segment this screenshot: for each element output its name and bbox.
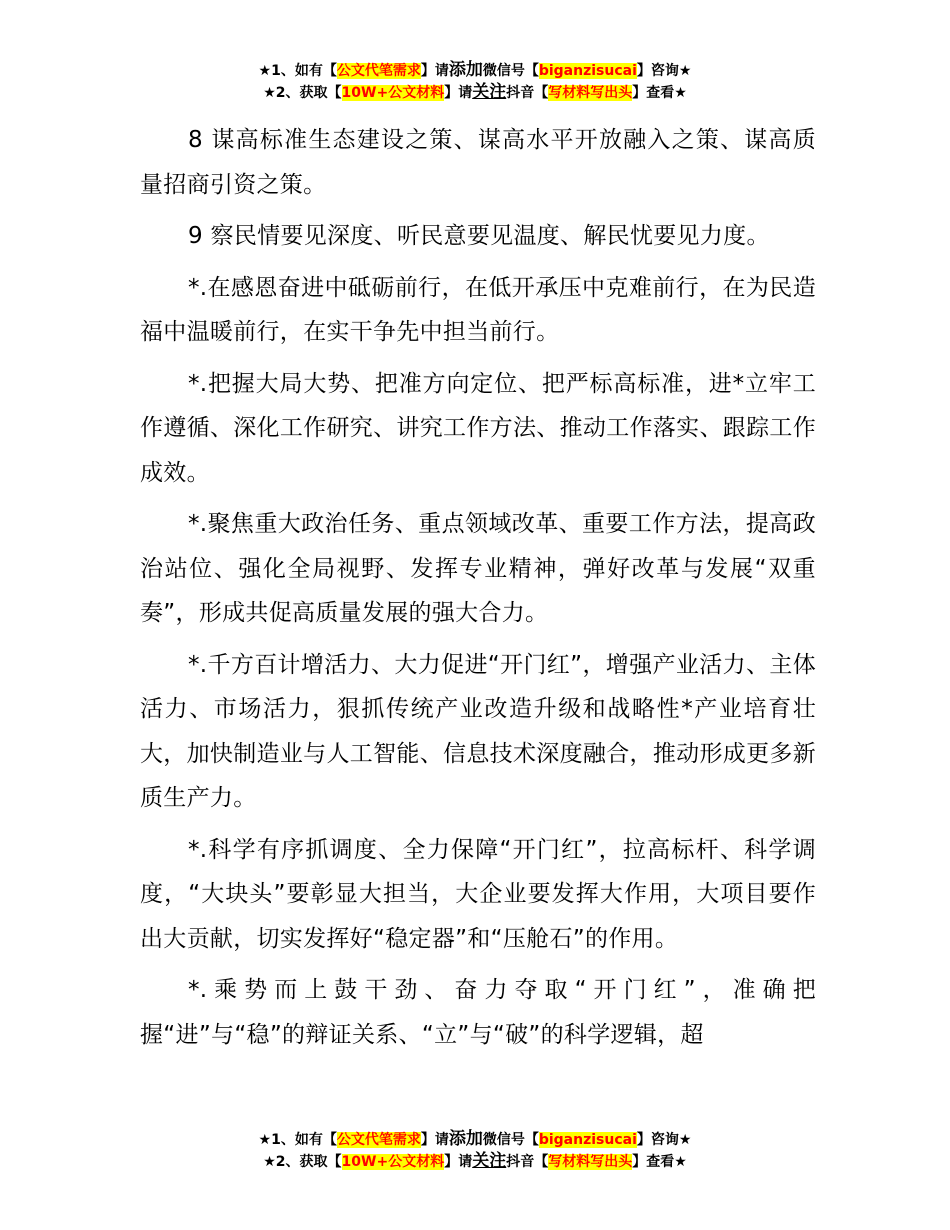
banner-text: 微信号【 [482,1132,539,1148]
banner-emphasis: 添加 [448,1129,483,1149]
header-banner [0,60,950,104]
banner-highlight: 公文代笔需求 [336,63,421,79]
document-body [140,118,816,1064]
star-icon: ★ [263,1154,276,1170]
banner-wechat-id: biganzisucai [538,63,637,79]
paragraph: 8 谋高标准生态建设之策、谋高水平开放融入之策、谋高质量招商引资之策。 [140,127,816,198]
banner-text: 微信号【 [482,63,539,79]
banner-text: 2、获取【 [275,1154,342,1170]
banner-text: 】请 [444,1154,473,1170]
paragraph: *.聚焦重大政治任务、重点领域改革、重要工作方法，提高政治站位、强化全局视野、发挥专业精神，弹好改革与发展“双重奏”，形成共促高质量发展的强大合力。 [140,511,816,626]
paragraph: *.把握大局大势、把准方向定位、把严标高标准，进*立牢工作遵循、深化工作研究、讲究工作方法、推动工作落实、跟踪工作成效。 [140,370,816,486]
paragraph: *.千方百计增活力、大力促进“开门红”，增强产业活力、主体活力、市场活力，狠抓传统产业改造升级和战略性*产业培育壮大，加快制造业与人工智能、信息技术深度融合，推动形成更多新质生产力。 [140,651,816,811]
banner-text: 1、如有【 [271,1132,337,1148]
banner-line-2 [0,1151,950,1173]
banner-line-2 [0,82,950,104]
banner-text: 2、获取【 [275,85,342,101]
banner-text: 】查看★ [632,85,687,101]
banner-douyin-id: 写材料写出头 [548,1154,633,1170]
banner-highlight: 公文代笔需求 [336,1132,421,1148]
banner-text: 】查看★ [632,1154,687,1170]
banner-text: 】咨询★ [636,1132,692,1148]
banner-text: 抖音【 [506,85,549,101]
banner-wechat-id: biganzisucai [538,1132,637,1148]
star-icon: ★ [258,63,272,79]
banner-highlight: 10W+公文材料 [341,85,445,101]
banner-line-1 [0,60,950,82]
banner-text: 抖音【 [506,1154,549,1170]
paragraph: *.在感恩奋进中砥砺前行，在低开承压中克难前行，在为民造福中温暖前行，在实干争先中担当前行。 [140,274,816,345]
banner-emphasis: 添加 [448,60,483,80]
paragraph: 9 察民情要见深度、听民意要见温度、解民忧要见力度。 [188,223,770,249]
banner-line-1 [0,1129,950,1151]
paragraph: *.科学有序抓调度、全力保障“开门红”，拉高标杆、科学调度，“大块头”要彰显大担当，大企业要发挥大作用，大项目要作出大贡献，切实发挥好“稳定器”和“压舱石”的作用。 [140,836,816,952]
banner-text: 】咨询★ [636,63,692,79]
banner-text: 】请 [420,63,449,79]
banner-emphasis: 关注 [472,1151,507,1171]
paragraph: *.乘势而上鼓干劲、奋力夺取“开门红”，准确把握“进”与“稳”的辩证关系、“立”与“破”的科学逻辑，超 [140,977,816,1048]
banner-emphasis: 关注 [472,82,507,102]
banner-text: 】请 [444,85,473,101]
banner-highlight: 10W+公文材料 [341,1154,445,1170]
star-icon: ★ [263,85,276,101]
banner-douyin-id: 写材料写出头 [548,85,633,101]
footer-banner [0,1129,950,1173]
banner-text: 1、如有【 [271,63,337,79]
star-icon: ★ [258,1132,272,1148]
banner-text: 】请 [420,1132,449,1148]
